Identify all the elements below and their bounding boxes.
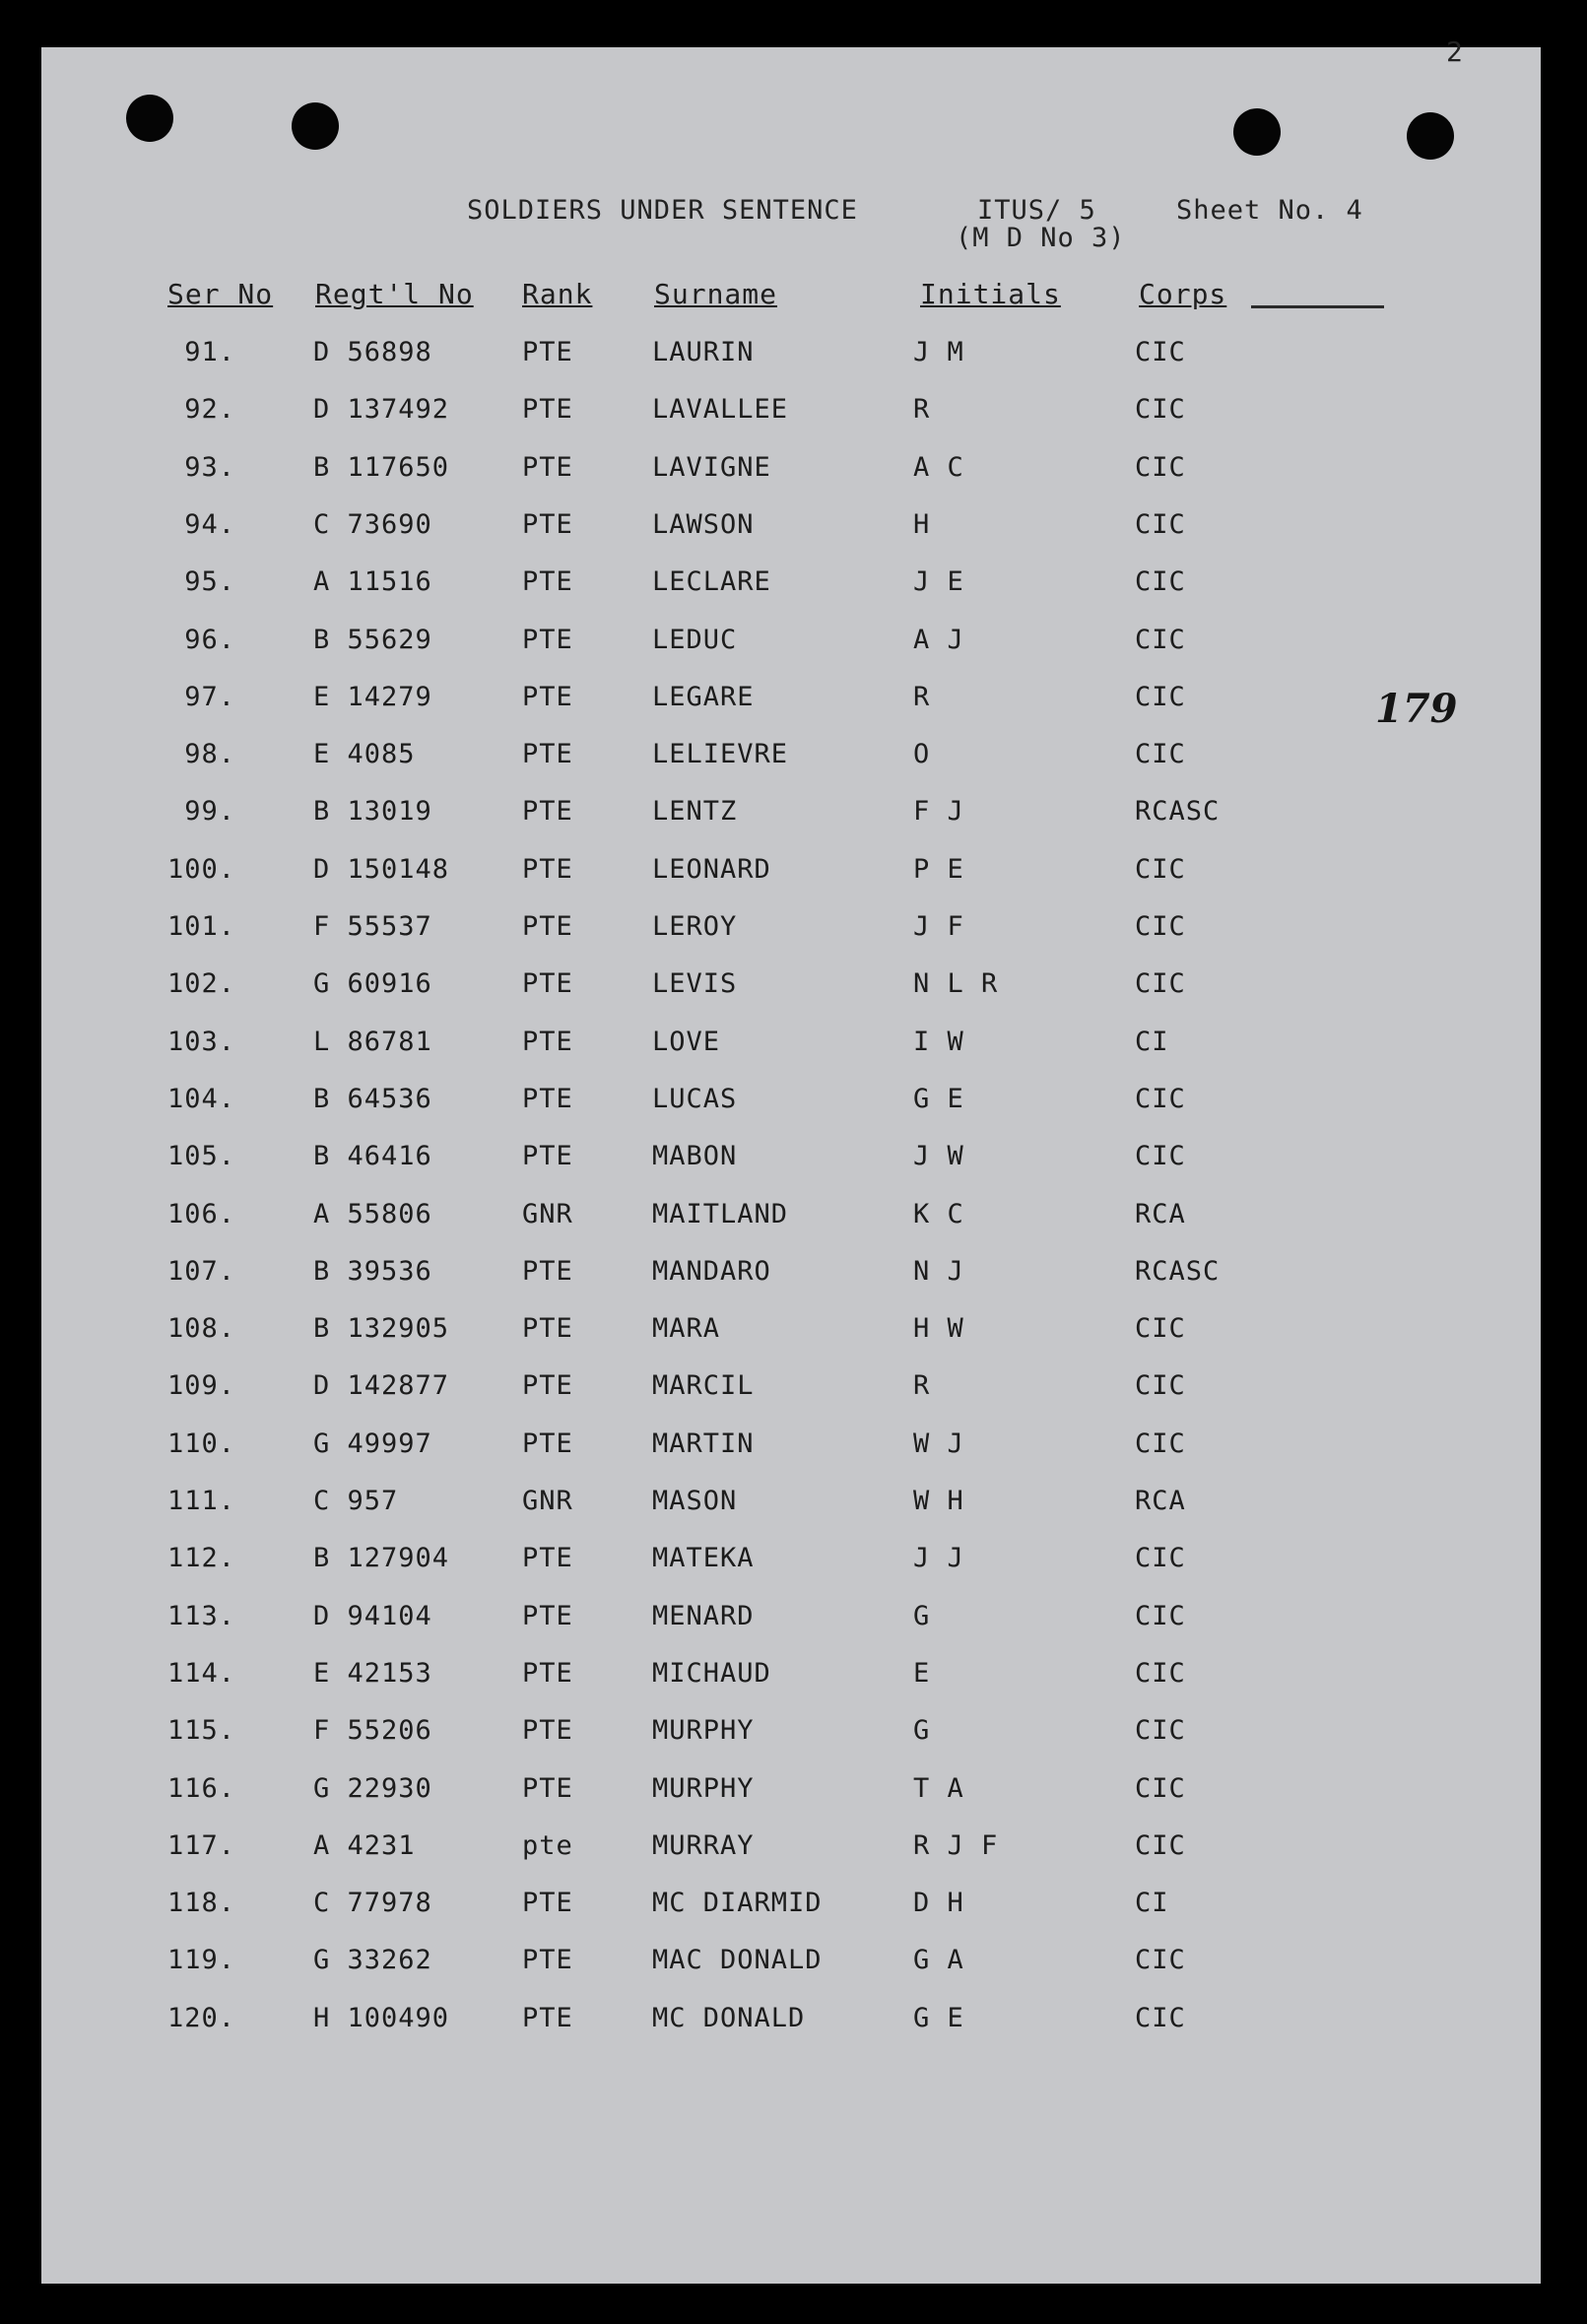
rank-cell: PTE (522, 1255, 573, 1287)
regtl-no-cell: B 46416 (313, 1141, 432, 1172)
regtl-no-cell: F 55206 (313, 1715, 432, 1747)
rank-cell: pte (522, 1829, 573, 1861)
surname-cell: MANDARO (652, 1255, 771, 1287)
initials-cell: J W (913, 1141, 964, 1172)
rank-cell: PTE (522, 911, 573, 942)
initials-cell: R (913, 394, 931, 426)
initials-cell: H (913, 508, 931, 540)
corps-cell: CIC (1135, 1141, 1186, 1172)
initials-cell: O (913, 739, 931, 770)
initials-cell: K C (913, 1198, 964, 1229)
initials-cell: F J (913, 796, 964, 828)
corner-mark: 2 (1446, 35, 1463, 68)
regtl-no-cell: B 55629 (313, 624, 432, 655)
table-row (0, 337, 1587, 376)
punch-hole (292, 102, 339, 150)
initials-cell: G (913, 1600, 931, 1631)
regtl-no-cell: G 22930 (313, 1772, 432, 1804)
initials-cell: E (913, 1657, 931, 1689)
surname-cell: LUCAS (652, 1083, 738, 1114)
column-header-regtl-no: Regt'l No (315, 278, 474, 310)
corps-cell: CIC (1135, 681, 1186, 712)
regtl-no-cell: G 33262 (313, 1945, 432, 1976)
corps-cell: CI (1135, 1026, 1169, 1057)
rank-cell: PTE (522, 508, 573, 540)
initials-cell: N J (913, 1255, 964, 1287)
punch-hole (126, 95, 173, 142)
table-row (0, 1313, 1587, 1353)
regtl-no-cell: H 100490 (313, 2002, 450, 2033)
regtl-no-cell: D 94104 (313, 1600, 432, 1631)
rank-cell: PTE (522, 1428, 573, 1459)
rank-cell: PTE (522, 968, 573, 1000)
table-row (0, 625, 1587, 664)
rank-cell: PTE (522, 451, 573, 483)
surname-cell: MARTIN (652, 1428, 755, 1459)
ser-no-cell: 108. (166, 1313, 235, 1345)
rank-cell: PTE (522, 1313, 573, 1345)
district-reference: (M D No 3) (956, 223, 1126, 253)
file-reference: ITUS/ 5 (977, 195, 1096, 226)
table-row (0, 1428, 1587, 1468)
column-header-corps: Corps (1139, 278, 1227, 310)
table-row (0, 2003, 1587, 2042)
surname-cell: LAVIGNE (652, 451, 771, 483)
regtl-no-cell: G 49997 (313, 1428, 432, 1459)
ser-no-cell: 120. (166, 2002, 235, 2033)
table-row (0, 1199, 1587, 1238)
regtl-no-cell: D 150148 (313, 853, 450, 885)
regtl-no-cell: E 14279 (313, 681, 432, 712)
ser-no-cell: 117. (166, 1829, 235, 1861)
initials-cell: J E (913, 566, 964, 598)
surname-cell: MABON (652, 1141, 738, 1172)
table-row (0, 968, 1587, 1008)
regtl-no-cell: B 39536 (313, 1255, 432, 1287)
corps-cell: CIC (1135, 451, 1186, 483)
page-number-stamp: 179 (1375, 686, 1458, 732)
corps-cell: CIC (1135, 394, 1186, 426)
document-title: SOLDIERS UNDER SENTENCE (467, 195, 858, 226)
surname-cell: MARCIL (652, 1370, 755, 1402)
table-row (0, 509, 1587, 549)
rank-cell: PTE (522, 853, 573, 885)
table-row (0, 854, 1587, 894)
table-row (0, 1486, 1587, 1525)
ser-no-cell: 116. (166, 1772, 235, 1804)
rank-cell: PTE (522, 1945, 573, 1976)
surname-cell: MURRAY (652, 1829, 755, 1861)
rank-cell: PTE (522, 2002, 573, 2033)
initials-cell: A C (913, 451, 964, 483)
corps-cell: CIC (1135, 1370, 1186, 1402)
rank-cell: PTE (522, 566, 573, 598)
rank-cell: PTE (522, 681, 573, 712)
ser-no-cell: 113. (166, 1600, 235, 1631)
table-row (0, 911, 1587, 951)
regtl-no-cell: B 13019 (313, 796, 432, 828)
corps-cell: CIC (1135, 1657, 1186, 1689)
initials-cell: D H (913, 1888, 964, 1919)
ser-no-cell: 119. (166, 1945, 235, 1976)
corps-cell: CIC (1135, 911, 1186, 942)
regtl-no-cell: A 4231 (313, 1829, 416, 1861)
table-row (0, 1543, 1587, 1582)
corps-cell: CIC (1135, 1083, 1186, 1114)
table-row (0, 1256, 1587, 1295)
ser-no-cell: 118. (166, 1888, 235, 1919)
ser-no-cell: 93. (184, 451, 235, 483)
initials-cell: A J (913, 624, 964, 655)
rank-cell: PTE (522, 796, 573, 828)
column-header-initials: Initials (920, 278, 1061, 310)
surname-cell: MENARD (652, 1600, 755, 1631)
initials-cell: J M (913, 337, 964, 367)
regtl-no-cell: E 4085 (313, 739, 416, 770)
table-row (0, 796, 1587, 835)
regtl-no-cell: B 132905 (313, 1313, 450, 1345)
table-row (0, 1945, 1587, 1984)
surname-cell: MATEKA (652, 1543, 755, 1574)
regtl-no-cell: G 60916 (313, 968, 432, 1000)
corps-cell: CIC (1135, 739, 1186, 770)
regtl-no-cell: D 142877 (313, 1370, 450, 1402)
table-row (0, 1715, 1587, 1755)
ser-no-cell: 107. (166, 1255, 235, 1287)
ser-no-cell: 112. (166, 1543, 235, 1574)
corps-cell: CIC (1135, 566, 1186, 598)
corps-cell: CIC (1135, 1428, 1186, 1459)
regtl-no-cell: E 42153 (313, 1657, 432, 1689)
ser-no-cell: 104. (166, 1083, 235, 1114)
surname-cell: LENTZ (652, 796, 738, 828)
initials-cell: J J (913, 1543, 964, 1574)
initials-cell: G E (913, 2002, 964, 2033)
corps-cell: CIC (1135, 337, 1186, 367)
corps-cell: CIC (1135, 853, 1186, 885)
ser-no-cell: 96. (184, 624, 235, 655)
sheet-number: Sheet No. 4 (1176, 195, 1363, 226)
rank-cell: PTE (522, 1772, 573, 1804)
rank-cell: PTE (522, 1657, 573, 1689)
corps-cell: CIC (1135, 624, 1186, 655)
surname-cell: MARA (652, 1313, 721, 1345)
initials-cell: J F (913, 911, 964, 942)
regtl-no-cell: B 127904 (313, 1543, 450, 1574)
ser-no-cell: 106. (166, 1198, 235, 1229)
initials-cell: G (913, 1715, 931, 1747)
corps-cell: CIC (1135, 2002, 1186, 2033)
table-row (0, 452, 1587, 492)
corps-cell: RCA (1135, 1198, 1186, 1229)
punch-hole (1233, 108, 1281, 156)
rank-cell: PTE (522, 1141, 573, 1172)
regtl-no-cell: B 117650 (313, 451, 450, 483)
rank-cell: PTE (522, 1888, 573, 1919)
corps-cell: RCA (1135, 1486, 1186, 1516)
surname-cell: MAITLAND (652, 1198, 789, 1229)
initials-cell: R (913, 1370, 931, 1402)
regtl-no-cell: F 55537 (313, 911, 432, 942)
initials-cell: R J F (913, 1829, 999, 1861)
table-row (0, 1084, 1587, 1123)
surname-cell: LEDUC (652, 624, 738, 655)
rank-cell: PTE (522, 394, 573, 426)
table-row (0, 682, 1587, 721)
ser-no-cell: 110. (166, 1428, 235, 1459)
surname-cell: LELIEVRE (652, 739, 789, 770)
ser-no-cell: 98. (184, 739, 235, 770)
surname-cell: MASON (652, 1486, 738, 1516)
regtl-no-cell: A 11516 (313, 566, 432, 598)
rank-cell: PTE (522, 1543, 573, 1574)
corps-cell: CIC (1135, 1715, 1186, 1747)
rank-cell: PTE (522, 1083, 573, 1114)
ser-no-cell: 94. (184, 508, 235, 540)
ser-no-cell: 111. (166, 1486, 235, 1516)
regtl-no-cell: C 73690 (313, 508, 432, 540)
rank-cell: PTE (522, 1026, 573, 1057)
table-row (0, 1773, 1587, 1813)
initials-cell: H W (913, 1313, 964, 1345)
ser-no-cell: 105. (166, 1141, 235, 1172)
surname-cell: LAWSON (652, 508, 755, 540)
surname-cell: MAC DONALD (652, 1945, 823, 1976)
table-row (0, 1141, 1587, 1180)
corps-cell: CIC (1135, 1772, 1186, 1804)
ser-no-cell: 97. (184, 681, 235, 712)
initials-cell: N L R (913, 968, 999, 1000)
surname-cell: LEONARD (652, 853, 771, 885)
column-header-ser-no: Ser No (167, 278, 274, 310)
initials-cell: T A (913, 1772, 964, 1804)
initials-cell: W H (913, 1486, 964, 1516)
rank-cell: PTE (522, 1715, 573, 1747)
surname-cell: MC DIARMID (652, 1888, 823, 1919)
initials-cell: G A (913, 1945, 964, 1976)
ser-no-cell: 99. (184, 796, 235, 828)
regtl-no-cell: L 86781 (313, 1026, 432, 1057)
ser-no-cell: 95. (184, 566, 235, 598)
table-row (0, 1830, 1587, 1870)
rank-cell: PTE (522, 1370, 573, 1402)
surname-cell: LAURIN (652, 337, 755, 367)
surname-cell: MURPHY (652, 1715, 755, 1747)
corps-cell: CIC (1135, 1313, 1186, 1345)
column-header-rank: Rank (522, 278, 593, 310)
surname-cell: LEROY (652, 911, 738, 942)
corps-cell: CIC (1135, 1600, 1186, 1631)
rank-cell: PTE (522, 1600, 573, 1631)
corps-cell: CIC (1135, 1945, 1186, 1976)
regtl-no-cell: A 55806 (313, 1198, 432, 1229)
corps-cell: CIC (1135, 508, 1186, 540)
corps-cell: RCASC (1135, 796, 1221, 828)
surname-cell: LECLARE (652, 566, 771, 598)
surname-cell: LOVE (652, 1026, 721, 1057)
rank-cell: GNR (522, 1486, 573, 1516)
corps-cell: CIC (1135, 1543, 1186, 1574)
ser-no-cell: 115. (166, 1715, 235, 1747)
initials-cell: W J (913, 1428, 964, 1459)
rank-cell: PTE (522, 337, 573, 367)
table-row (0, 394, 1587, 433)
ser-no-cell: 114. (166, 1657, 235, 1689)
table-row (0, 1601, 1587, 1640)
initials-cell: G E (913, 1083, 964, 1114)
table-row (0, 1370, 1587, 1410)
ser-no-cell: 103. (166, 1026, 235, 1057)
column-header-surname: Surname (654, 278, 778, 310)
regtl-no-cell: B 64536 (313, 1083, 432, 1114)
ser-no-cell: 92. (184, 394, 235, 426)
punch-hole (1407, 112, 1454, 160)
corps-cell: CIC (1135, 1829, 1186, 1861)
header-rule (1251, 305, 1384, 308)
initials-cell: P E (913, 853, 964, 885)
surname-cell: LEGARE (652, 681, 755, 712)
ser-no-cell: 101. (166, 911, 235, 942)
rank-cell: GNR (522, 1198, 573, 1229)
regtl-no-cell: C 957 (313, 1486, 399, 1516)
initials-cell: R (913, 681, 931, 712)
ser-no-cell: 100. (166, 853, 235, 885)
surname-cell: MICHAUD (652, 1657, 771, 1689)
ser-no-cell: 91. (184, 337, 235, 367)
surname-cell: MURPHY (652, 1772, 755, 1804)
regtl-no-cell: C 77978 (313, 1888, 432, 1919)
initials-cell: I W (913, 1026, 964, 1057)
table-row (0, 1658, 1587, 1697)
rank-cell: PTE (522, 624, 573, 655)
ser-no-cell: 109. (166, 1370, 235, 1402)
table-row (0, 1027, 1587, 1066)
corps-cell: CIC (1135, 968, 1186, 1000)
surname-cell: LAVALLEE (652, 394, 789, 426)
regtl-no-cell: D 56898 (313, 337, 432, 367)
surname-cell: MC DONALD (652, 2002, 806, 2033)
table-row (0, 1888, 1587, 1927)
rank-cell: PTE (522, 739, 573, 770)
table-row (0, 739, 1587, 778)
corps-cell: CI (1135, 1888, 1169, 1919)
ser-no-cell: 102. (166, 968, 235, 1000)
table-row (0, 566, 1587, 606)
corps-cell: RCASC (1135, 1255, 1221, 1287)
regtl-no-cell: D 137492 (313, 394, 450, 426)
surname-cell: LEVIS (652, 968, 738, 1000)
